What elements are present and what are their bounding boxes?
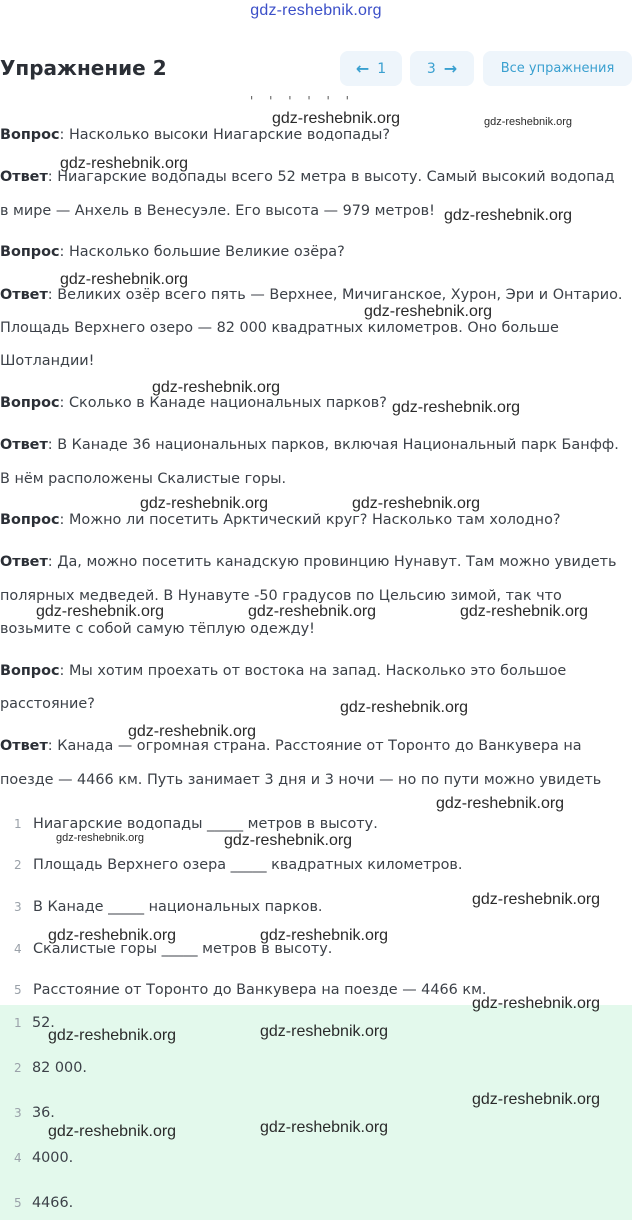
watermark: gdz-reshebnik.org xyxy=(392,399,521,416)
dialog-line: в мире — Анхель в Венесуэле. Его высота — 979 метров! xyxy=(0,203,435,219)
dialog-line: Шотландии! xyxy=(0,353,95,369)
question-label: Вопрос xyxy=(0,512,60,528)
watermark: gdz-reshebnik.org xyxy=(36,603,165,620)
watermark: gdz-reshebnik.org xyxy=(224,832,353,849)
dialog-line: возьмите с собой самую тёплую одежду! xyxy=(0,621,315,637)
answer-item: 4 4000. xyxy=(14,1150,74,1166)
dialog-line: Вопрос: Сколько в Канаде национальных парков? xyxy=(0,395,387,411)
dialog-line: Вопрос: Мы хотим проехать от востока на запад. Насколько это большое xyxy=(0,663,567,679)
answer-label: Ответ xyxy=(0,554,48,570)
watermark: gdz-reshebnik.org xyxy=(340,699,469,716)
all-exercises-button[interactable]: Все упражнения xyxy=(483,51,632,86)
question-label: Вопрос xyxy=(0,244,60,260)
site-logo-link[interactable]: gdz-reshebnik.org xyxy=(250,2,382,19)
watermark: gdz-reshebnik.org xyxy=(364,303,493,320)
question-label: Вопрос xyxy=(0,663,60,679)
arrow-left-icon: ← xyxy=(355,59,370,78)
answer-item: 3 36. xyxy=(14,1105,55,1121)
next-exercise-label: 3 xyxy=(426,60,436,77)
question-label: Вопрос xyxy=(0,127,60,143)
prev-exercise-label: 1 xyxy=(377,60,387,77)
task-item: 2 Площадь Верхнего озера _____ квадратных километров. xyxy=(14,857,463,873)
dialog-line: Ответ: Да, можно посетить канадскую провинцию Нунавут. Там можно увидеть xyxy=(0,554,617,570)
dialog-line: поезде — 4466 км. Путь занимает 3 дня и 3 ночи — но по пути можно увидеть xyxy=(0,772,602,788)
watermark: gdz-reshebnik.org xyxy=(260,1119,389,1136)
watermark: gdz-reshebnik.org xyxy=(60,271,189,288)
answer-label: Ответ xyxy=(0,738,48,754)
watermark: gdz-reshebnik.org xyxy=(56,832,145,844)
next-exercise-button[interactable] xyxy=(410,51,474,86)
answer-label: Ответ xyxy=(0,169,48,185)
watermark: gdz-reshebnik.org xyxy=(472,891,601,908)
watermark: gdz-reshebnik.org xyxy=(436,795,565,812)
watermark: gdz-reshebnik.org xyxy=(48,1027,177,1044)
watermark: gdz-reshebnik.org xyxy=(484,116,573,128)
task-item: 5 Расстояние от Торонто до Ванкувера на поезде — 4466 км. xyxy=(14,982,487,998)
watermark: gdz-reshebnik.org xyxy=(352,495,481,512)
watermark: gdz-reshebnik.org xyxy=(128,723,257,740)
watermark: gdz-reshebnik.org xyxy=(260,927,389,944)
watermark: gdz-reshebnik.org xyxy=(48,1123,177,1140)
dialog-line: Ответ: Великих озёр всего пять — Верхнее, Мичиганское, Хурон, Эри и Онтарио. xyxy=(0,287,623,303)
dialog-line: Площадь Верхнего озеро — 82 000 квадратных километров. Оно больше xyxy=(0,320,559,336)
dialog-line: расстояние? xyxy=(0,696,95,712)
watermark: gdz-reshebnik.org xyxy=(152,379,281,396)
task-item: 3 В Канаде _____ национальных парков. xyxy=(14,899,323,915)
dialog-line: Вопрос: Насколько высоки Ниагарские водопады? xyxy=(0,127,391,143)
dialog-line: В нём расположены Скалистые горы. xyxy=(0,471,287,487)
task-item: 4 Скалистые горы _____ метров в высоту. xyxy=(14,941,333,957)
watermark: gdz-reshebnik.org xyxy=(140,495,269,512)
watermark: gdz-reshebnik.org xyxy=(272,110,401,127)
watermark: gdz-reshebnik.org xyxy=(472,995,601,1012)
answer-item: 5 4466. xyxy=(14,1195,74,1211)
watermark: gdz-reshebnik.org xyxy=(48,927,177,944)
page-title: Упражнение 2 xyxy=(0,56,167,80)
watermark: gdz-reshebnik.org xyxy=(260,1023,389,1040)
dialog-line: Вопрос: Можно ли посетить Арктический круг? Насколько там холодно? xyxy=(0,512,561,528)
dialog-line: Ответ: Канада — огромная страна. Расстояние от Торонто до Ванкувера на xyxy=(0,738,582,754)
answer-item: 2 82 000. xyxy=(14,1060,87,1076)
dialog-line: Вопрос: Насколько большие Великие озёра? xyxy=(0,244,345,260)
task-item: 1 Ниагарские водопады _____ метров в высоту. xyxy=(14,816,378,832)
prev-exercise-button[interactable] xyxy=(340,51,402,86)
cut-off-text-line: ' ' ' ' ' ' xyxy=(250,94,355,108)
watermark: gdz-reshebnik.org xyxy=(60,155,189,172)
answer-label: Ответ xyxy=(0,287,48,303)
dialog-line: полярных медведей. В Нунавуте -50 градусов по Цельсию зимой, так что xyxy=(0,588,562,604)
answer-label: Ответ xyxy=(0,437,48,453)
question-label: Вопрос xyxy=(0,395,60,411)
watermark: gdz-reshebnik.org xyxy=(248,603,377,620)
watermark: gdz-reshebnik.org xyxy=(460,603,589,620)
dialog-line: Ответ: В Канаде 36 национальных парков, включая Национальный парк Банфф. xyxy=(0,437,619,453)
arrow-right-icon: → xyxy=(443,59,458,78)
watermark: gdz-reshebnik.org xyxy=(472,1091,601,1108)
dialog-line: Ответ: Ниагарские водопады всего 52 метра в высоту. Самый высокий водопад xyxy=(0,169,615,185)
answer-item: 1 52. xyxy=(14,1015,55,1031)
watermark: gdz-reshebnik.org xyxy=(444,207,573,224)
